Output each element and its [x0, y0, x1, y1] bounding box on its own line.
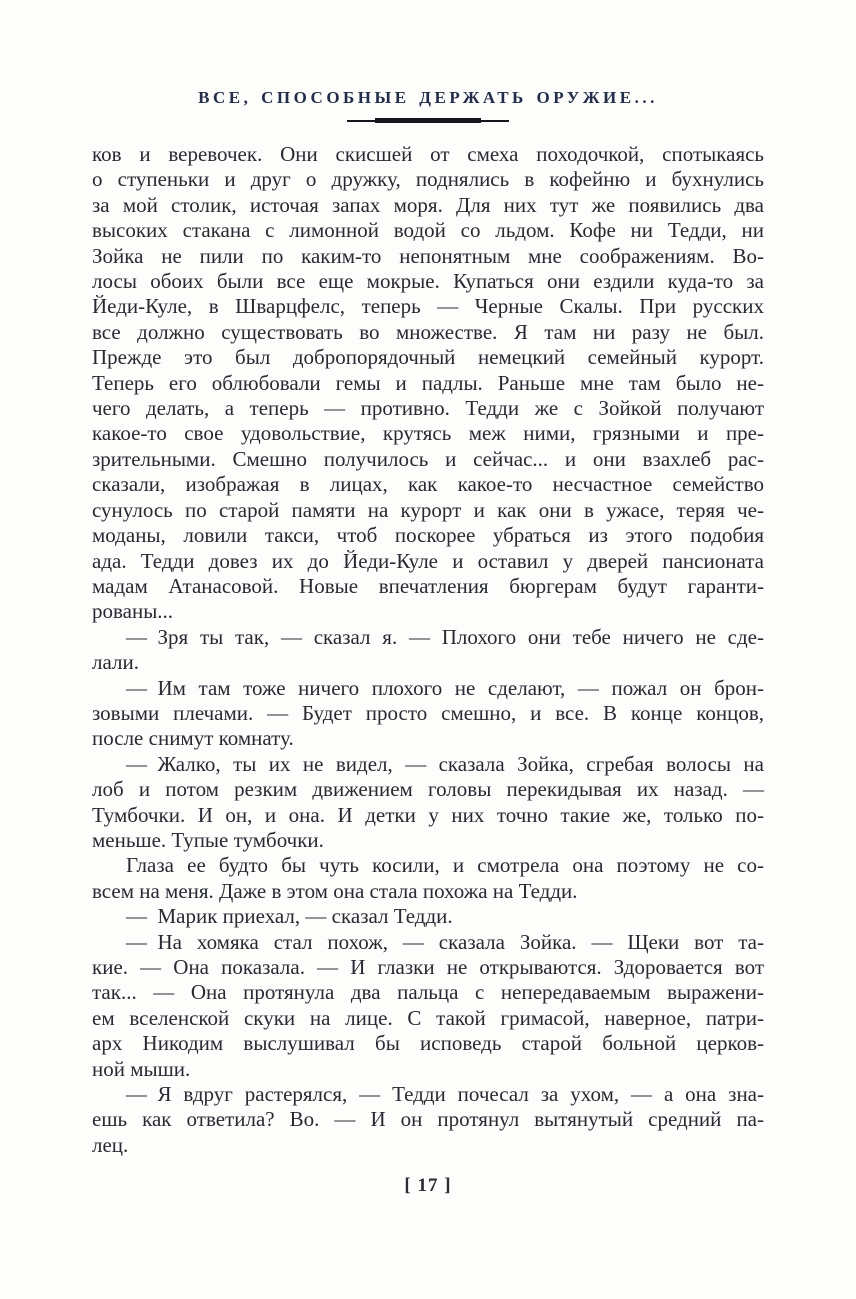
text-line: какое-то свое удовольствие, крутясь меж ними, грязными и пре- — [92, 421, 764, 446]
text-line: Йеди-Куле, в Шварцфелс, теперь — Черные Скалы. При русских — [92, 294, 764, 319]
text-line: ков и веревочек. Они скисшей от смеха походочкой, спотыкаясь — [92, 142, 764, 166]
text-line: ной мыши. — [92, 1056, 191, 1081]
text-line: — Им там тоже ничего плохого не сделают, — пожал он брон- — [126, 675, 764, 700]
text-line: чего делать, а теперь — противно. Тедди же с Зойкой получают — [92, 396, 764, 421]
text-line: рованы... — [92, 599, 174, 624]
text-line: после снимут комнату. — [92, 726, 294, 751]
text-line: так... — Она протянула два пальца с непередаваемым выражени- — [92, 980, 764, 1005]
text-line: моданы, ловили такси, чтоб поскорее убраться из этого подобия — [92, 523, 764, 548]
divider-bar — [375, 118, 481, 123]
text-line: лец. — [92, 1132, 129, 1157]
header-divider — [0, 118, 856, 123]
text-line: — Зря ты так, — сказал я. — Плохого они тебе ничего не сде- — [126, 624, 764, 649]
text-line: зовыми плечами. — Будет просто смешно, и все. В конце концов, — [92, 700, 764, 725]
text-line: ешь как ответила? Во. — И он протянул вытянутый средний па- — [92, 1107, 764, 1132]
divider-wing-left — [347, 120, 375, 122]
text-line: Глаза ее будто бы чуть косили, и смотрела она поэтому не со- — [126, 853, 764, 878]
text-line: за мой столик, источая запах моря. Для них тут же появились два — [92, 192, 764, 217]
text-line: ада. Тедди довез их до Йеди-Куле и оставил у дверей пансионата — [92, 548, 764, 573]
text-line: высоких стакана с лимонной водой со льдом. Кофе ни Тедди, ни — [92, 218, 764, 243]
page-number: [ 17 ] — [404, 1175, 452, 1197]
text-line: Зойка не пили по каким-то непонятным мне соображениям. Во- — [92, 243, 764, 268]
text-line: лоб и потом резким движением головы перекидывая их назад. — — [92, 777, 764, 802]
text-line: ем вселенской скуки на лице. С такой гримасой, наверное, патри- — [92, 1005, 764, 1030]
text-line: — Жалко, ты их не видел, — сказала Зойка, сгребая волосы на — [126, 751, 764, 776]
text-line: мадам Атанасовой. Новые впечатления бюргерам будут гаранти- — [92, 573, 764, 598]
divider-wing-right — [481, 120, 509, 122]
text-line: Тумбочки. И он, и она. И детки у них точно такие же, только по- — [92, 802, 764, 827]
text-line: сказали, изображая в лицах, как какое-то несчастное семейство — [92, 472, 764, 497]
text-line: лали. — [92, 650, 139, 675]
text-line: все должно существовать во множестве. Я там ни разу не был. — [92, 319, 764, 344]
text-line: сунулось по старой памяти на курорт и как они в ужасе, теряя че- — [92, 497, 764, 522]
running-title: ВСЕ, СПОСОБНЫЕ ДЕРЖАТЬ ОРУЖИЕ... — [198, 88, 658, 107]
text-line: о ступеньки и друг о дружку, поднялись в кофейню и бухнулись — [92, 167, 764, 192]
text-line: лосы обоих были все еще мокрые. Купаться они ездили куда-то за — [92, 269, 764, 294]
text-line: Прежде это был добропорядочный немецкий семейный курорт. — [92, 345, 764, 370]
text-line: меньше. Тупые тумбочки. — [92, 827, 324, 852]
text-line: — На хомяка стал похож, — сказала Зойка. — Щеки вот та- — [126, 929, 764, 954]
text-line: зрительными. Смешно получилось и сейчас... и они взахлеб рас- — [92, 446, 764, 471]
body-text — [92, 142, 764, 1158]
text-line: арх Никодим выслушивал бы исповедь старой больной церков- — [92, 1031, 764, 1056]
text-line: Теперь его облюбовали гемы и падлы. Раньше мне там было не- — [92, 370, 764, 395]
text-line: — Я вдруг растерялся, — Тедди почесал за ухом, — а она зна- — [126, 1082, 764, 1107]
text-line: — Марик приехал, — сказал Тедди. — [126, 904, 453, 929]
text-line: кие. — Она показала. — И глазки не открываются. Здоровается вот — [92, 955, 764, 979]
text-line: всем на меня. Даже в этом она стала похожа на Тедди. — [92, 878, 578, 903]
